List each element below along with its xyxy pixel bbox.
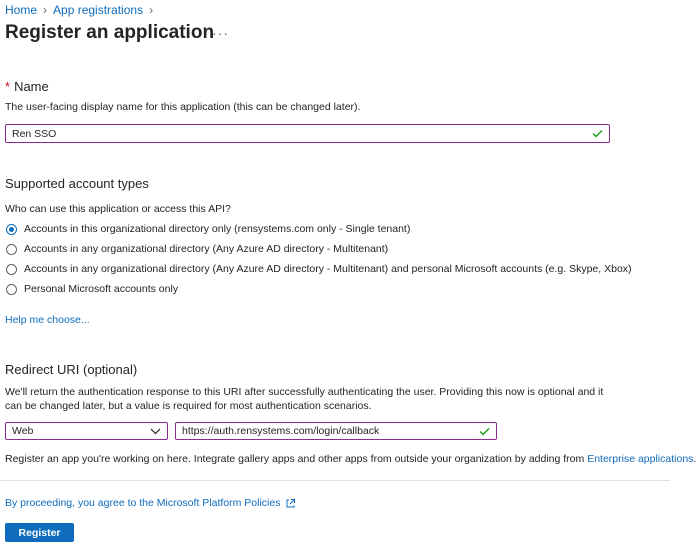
account-option-single-tenant[interactable] bbox=[6, 223, 410, 235]
redirect-uri-input[interactable] bbox=[175, 422, 497, 440]
chevron-right-icon: › bbox=[149, 3, 154, 17]
more-icon[interactable]: ··· bbox=[212, 25, 229, 41]
register-button[interactable]: Register bbox=[5, 523, 74, 542]
name-help: The user-facing display name for this application (this can be changed later). bbox=[5, 101, 361, 113]
help-me-choose-link[interactable]: Help me choose... bbox=[5, 314, 90, 326]
name-input[interactable] bbox=[5, 124, 610, 143]
external-link-icon bbox=[285, 498, 296, 509]
redirect-heading: Redirect URI (optional) bbox=[5, 362, 138, 377]
radio-button[interactable] bbox=[6, 244, 17, 255]
page-title: Register an application bbox=[5, 22, 215, 43]
check-icon bbox=[479, 427, 490, 436]
name-heading-label: Name bbox=[14, 79, 49, 94]
check-icon bbox=[592, 129, 603, 138]
account-option-multitenant[interactable] bbox=[6, 243, 388, 255]
name-heading bbox=[5, 79, 49, 94]
required-marker: * bbox=[5, 79, 11, 94]
radio-button[interactable] bbox=[6, 224, 17, 235]
name-input-value: Ren SSO bbox=[12, 127, 57, 140]
breadcrumb-home[interactable]: Home bbox=[5, 3, 38, 17]
radio-button[interactable] bbox=[6, 284, 17, 295]
chevron-down-icon bbox=[150, 428, 161, 435]
account-types-heading: Supported account types bbox=[5, 176, 149, 191]
account-option-label: Accounts in this organizational directory only (rensystems.com only - Single tenant) bbox=[24, 223, 411, 235]
account-types-question: Who can use this application or access this API? bbox=[5, 203, 231, 215]
chevron-right-icon: › bbox=[43, 3, 48, 17]
breadcrumb bbox=[5, 3, 159, 17]
redirect-uri-value: https://auth.rensystems.com/login/callback bbox=[182, 425, 380, 437]
redirect-description: We'll return the authentication response to this URI after successfully authenticating the user. Providing this now is optional and it can be changed later, but a value is required for most authentication scenarios. bbox=[5, 386, 604, 412]
platform-select-value: Web bbox=[12, 425, 34, 437]
enterprise-apps-text: Register an app you're working on here. Integrate gallery apps and other apps from outside your organization by adding from bbox=[5, 453, 588, 465]
account-option-label: Accounts in any organizational directory (Any Azure AD directory - Multitenant) and personal Microsoft accounts (e.g. Skype, Xbox) bbox=[24, 263, 632, 275]
breadcrumb-app-registrations[interactable]: App registrations bbox=[53, 3, 144, 17]
platform-policies-link[interactable]: By proceeding, you agree to the Microsoft Platform Policies bbox=[5, 497, 281, 509]
divider bbox=[0, 480, 670, 481]
account-option-label: Accounts in any organizational directory (Any Azure AD directory - Multitenant) bbox=[24, 243, 389, 255]
account-option-label: Personal Microsoft accounts only bbox=[24, 283, 179, 295]
radio-button[interactable] bbox=[6, 264, 17, 275]
policy-link-row[interactable] bbox=[5, 497, 296, 509]
account-option-personal[interactable] bbox=[6, 283, 178, 295]
account-option-multitenant-personal[interactable] bbox=[6, 263, 632, 275]
platform-select[interactable] bbox=[5, 422, 168, 440]
enterprise-apps-note bbox=[5, 453, 696, 465]
enterprise-applications-link[interactable]: Enterprise applications bbox=[587, 453, 694, 465]
